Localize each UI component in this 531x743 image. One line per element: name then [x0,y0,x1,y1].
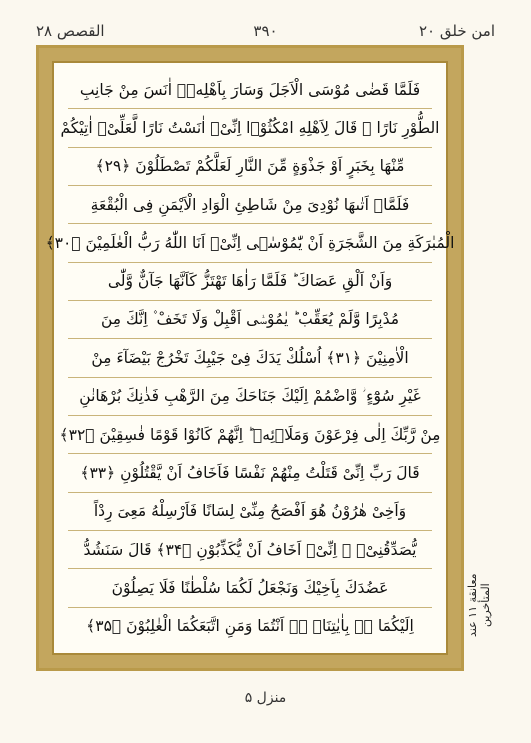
page-number: ۳۹۰ [253,22,278,40]
verse-line-13: یُّصَدِّقُنِیْۤ ؗ اِنِّیْۤ اَخَافُ اَنْ یُّكَذِّبُوْنِ ﴿۳۴﴾ قَالَ سَنَشُدُّ [68,531,432,569]
verse-line-7: مُدْبِرًا وَّلَمْ یُعَقِّبْ ؕ یٰمُوْسٰۤى اَقْبِلْ وَلَا تَخَفْ ۫ اِنَّكَ مِنَ [68,301,432,339]
juz-name: امن خلق ۲۰ [418,22,495,40]
verse-line-15: اِلَیْكُمَا ۚۛ بِاٰیٰتِنَاۤ ۚۛ اَنْتُمَا وَمَنِ اتَّبَعَكُمَا الْغٰلِبُوْنَ ﴿۳۵﴾ [86,617,414,636]
verse-line-14: عَضُدَكَ بِاَخِیْكَ وَنَجْعَلُ لَكُمَا سُلْطٰنًا فَلَا یَصِلُوْنَ [68,569,432,607]
surah-name: القصص ۲۸ [36,22,105,40]
verse-line-11: قَالَ رَبِّ اِنِّیْ قَتَلْتُ مِنْهُمْ نَفْسًا فَاَخَافُ اَنْ یَّقْتُلُوْنِ ﴿۳۳﴾ [68,454,432,492]
manzil-footer: منزل ۵ [244,690,287,706]
margin-note: معانقة ۱۱ عند المتأخرین [466,573,492,637]
verse-line-10: مِنْ رَّبِّكَ اِلٰى فِرْعَوْنَ وَمَلَا۟ئِهٖ ؕ اِنَّهُمْ كَانُوْا قَوْمًا فٰسِقِیْنَ ﴿۳۲﴾ [68,416,432,454]
page-header [36,22,495,46]
verse-line-3: مِّنْهَا بِخَبَرٍ اَوْ جَذْوَةٍ مِّنَ النَّارِ لَعَلَّكُمْ تَصْطَلُوْنَ ﴿۲۹﴾ [68,148,432,186]
ornamental-frame [36,45,464,671]
verse-line-9: غَیْرِ سُوْٓءٍ ؗ وَّاضْمُمْ اِلَیْكَ جَنَاحَكَ مِنَ الرَّهْبِ فَذٰنِكَ بُرْهَانٰنِ [68,378,432,416]
verse-line-1: فَلَمَّا قَضٰى مُوْسَى الْاَجَلَ وَسَارَ بِاَهْلِهٖۤ اٰنَسَ مِنْ جَانِبِ [68,71,432,109]
verse-lines [45,71,455,645]
verse-line-12: وَاَخِیْ هٰرُوْنُ هُوَ اَفْصَحُ مِنِّیْ لِسَانًا فَاَرْسِلْهُ مَعِیَ رِدْاً [68,493,432,531]
verse-line-2: الطُّوْرِ نَارًا ۚ قَالَ لِاَهْلِهِ امْكُثُوْۤا اِنِّیْۤ اٰنَسْتُ نَارًا لَّعَلِّیْۤ اٰتِیْكُمْ [68,109,432,147]
verse-line-5: الْمُبٰرَكَةِ مِنَ الشَّجَرَةِ اَنْ یّٰمُوْسٰۤى اِنِّیْۤ اَنَا اللّٰهُ رَبُّ الْعٰلَمِیْنَ ﴿۳۰﴾ [68,224,432,262]
verse-line-6: وَاَنْ اَلْقِ عَصَاكَ ؕ فَلَمَّا رَاٰهَا تَهْتَزُّ كَاَنَّهَا جَآنٌّ وَّلّٰى [68,263,432,301]
verse-line-4: فَلَمَّاۤ اَتٰىهَا نُوْدِیَ مِنْ شَاطِئِ الْوَادِ الْاَیْمَنِ فِی الْبُقْعَةِ [68,186,432,224]
text-area [45,61,455,655]
verse-line-8: الْاٰمِنِیْنَ ﴿۳۱﴾ اُسْلُكْ یَدَكَ فِیْ جَیْبِكَ تَخْرُجْ بَیْضَآءَ مِنْ [68,339,432,377]
